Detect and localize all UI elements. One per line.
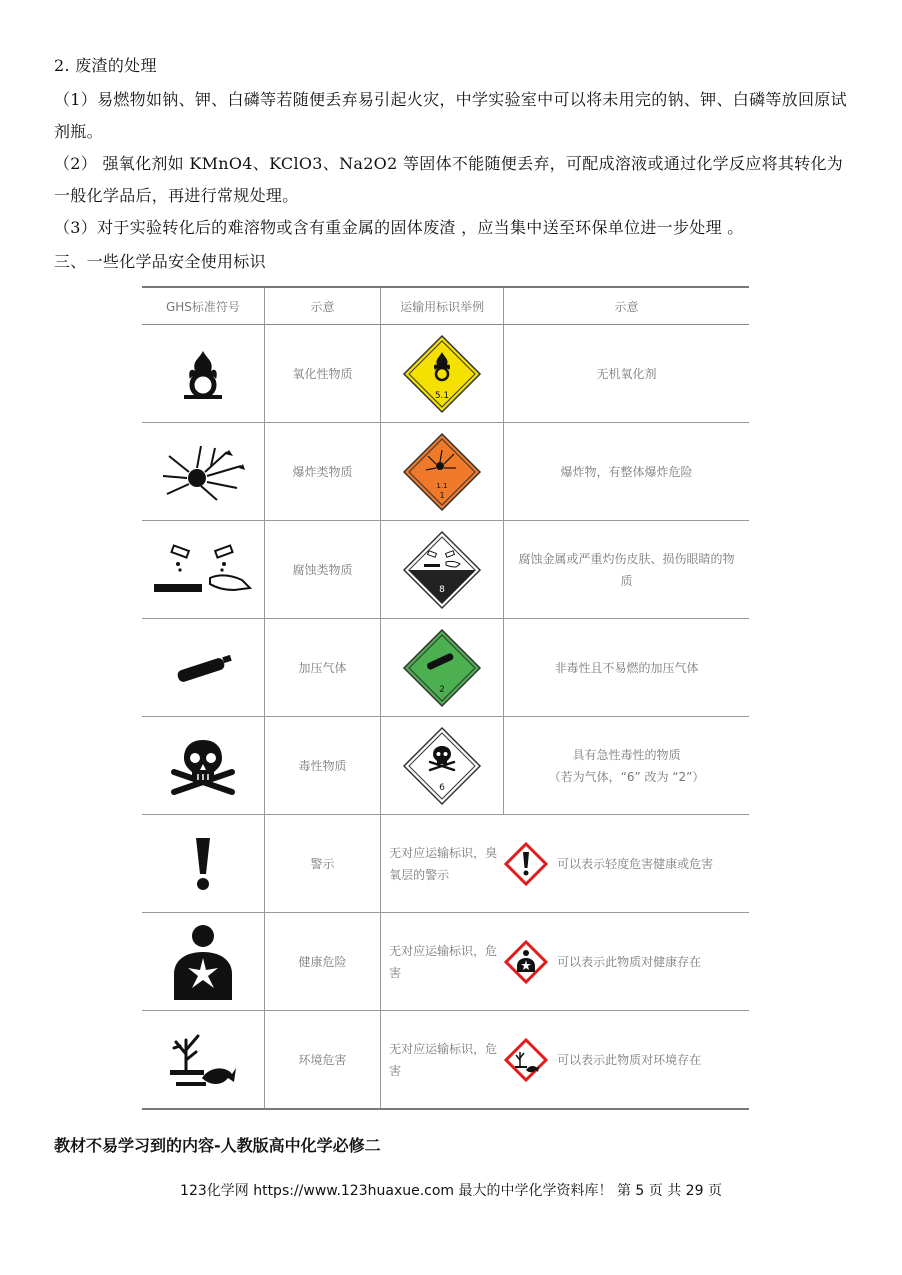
description-line-2: （若为气体，“6” 改为 “2”） xyxy=(548,769,705,784)
environment-icon xyxy=(142,1011,264,1110)
description-cell: 非毒性且不易燃的加压气体 xyxy=(504,619,749,717)
table-row xyxy=(142,325,749,423)
table-row xyxy=(142,521,749,619)
svg-text:8: 8 xyxy=(439,584,445,595)
environment-diamond-icon xyxy=(501,1038,551,1082)
description-cell: 爆炸物，有整体爆炸危险 xyxy=(504,423,749,521)
explosive-1-1-diamond-icon xyxy=(381,423,504,521)
exclamation-diamond-icon xyxy=(501,842,551,886)
paragraph-item-1: （1）易燃物如钠、钾、白磷等若随便丢弃易引起火灾，中学实验室中可以将未用完的钠、钾、白磷等放回原试剂瓶。 xyxy=(54,90,847,141)
meaning-cell: 爆炸类物质 xyxy=(264,423,380,521)
merged-cell xyxy=(381,1011,749,1110)
svg-text:1: 1 xyxy=(439,490,445,500)
paragraph-item-2: （2） 强氧化剂如 KMnO4、KClO3、Na2O2 等固体不能随便丢弃，可配成溶液或通过化学反应将其转化为一般化学品后，再进行常规处理。 xyxy=(54,154,844,205)
corrosive-8-diamond-icon xyxy=(381,521,504,619)
header-transport: 运输用标识举例 xyxy=(381,287,504,325)
table-row xyxy=(142,619,749,717)
meaning-cell: 加压气体 xyxy=(264,619,380,717)
merged-left-text: 无对应运输标识，臭氧层的警示 xyxy=(389,845,498,882)
footer-title: 教材不易学习到的内容-人教版高中化学必修二 xyxy=(54,1136,381,1155)
meaning-cell: 健康危险 xyxy=(264,913,380,1011)
exploding-bomb-icon xyxy=(142,423,264,521)
header-meaning: 示意 xyxy=(264,287,380,325)
merged-cell xyxy=(381,913,749,1011)
description-line-1: 具有急性毒性的物质 xyxy=(572,747,681,762)
corrosion-icon xyxy=(142,521,264,619)
gas-cylinder-icon xyxy=(142,619,264,717)
oxidizer-5-1-diamond-icon xyxy=(381,325,504,423)
merged-right-text: 可以表示此物质对环境存在 xyxy=(557,1052,702,1067)
paragraph-item-3: （3）对于实验转化后的难溶物或含有重金属的固体废渣 ，应当集中送至环保单位进一步处理 。 xyxy=(54,218,744,237)
section-3-title: 三、一些化学品安全使用标识 xyxy=(54,252,266,271)
health-hazard-icon xyxy=(142,913,264,1011)
merged-left-text: 无对应运输标识，危害 xyxy=(389,1041,498,1078)
table-row xyxy=(142,717,749,815)
merged-right-text: 可以表示轻度危害健康或危害 xyxy=(557,856,714,871)
footer-source-line: 123化学网 https://www.123huaxue.com 最大的中学化学资料库！ 第 5 页 共 29 页 xyxy=(180,1183,722,1199)
health-hazard-diamond-icon xyxy=(501,940,551,984)
svg-text:2: 2 xyxy=(439,684,445,695)
gas-2-diamond-icon xyxy=(381,619,504,717)
description-cell xyxy=(504,717,749,815)
description-cell: 无机氧化剂 xyxy=(504,325,749,423)
table-row xyxy=(142,423,749,521)
svg-text:5.1: 5.1 xyxy=(434,390,450,401)
exclamation-mark-icon xyxy=(142,815,264,913)
meaning-cell: 腐蚀类物质 xyxy=(264,521,380,619)
merged-left-text: 无对应运输标识，危害 xyxy=(389,943,498,980)
merged-cell xyxy=(381,815,749,913)
skull-crossbones-icon xyxy=(142,717,264,815)
flame-over-circle-icon xyxy=(142,325,264,423)
section-2-title: 2. 废渣的处理 xyxy=(54,56,157,75)
meaning-cell: 氧化性物质 xyxy=(264,325,380,423)
svg-text:1.1: 1.1 xyxy=(436,481,448,490)
toxic-6-diamond-icon xyxy=(381,717,504,815)
table-row xyxy=(142,913,749,1011)
header-description: 示意 xyxy=(504,287,749,325)
description-cell: 腐蚀金属或严重灼伤皮肤、损伤眼睛的物质 xyxy=(504,521,749,619)
meaning-cell: 环境危害 xyxy=(264,1011,380,1110)
merged-right-text: 可以表示此物质对健康存在 xyxy=(557,954,702,969)
meaning-cell: 毒性物质 xyxy=(264,717,380,815)
svg-text:6: 6 xyxy=(439,782,445,793)
table-header-row xyxy=(142,287,749,325)
table-row xyxy=(142,815,749,913)
header-ghs: GHS标准符号 xyxy=(142,287,264,325)
table-row xyxy=(142,1011,749,1110)
meaning-cell: 警示 xyxy=(264,815,380,913)
chemical-safety-table xyxy=(142,286,749,1110)
